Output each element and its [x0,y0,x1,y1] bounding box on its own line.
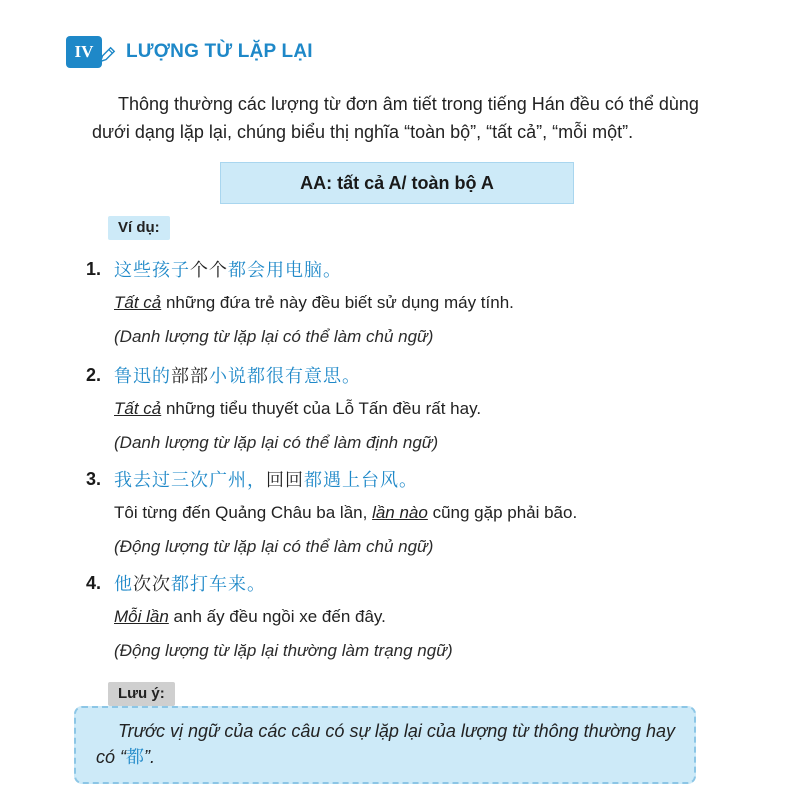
note-chinese: 都 [126,747,145,768]
chinese-reduplicated-classifier: 回回 [266,470,304,491]
chinese-segment: 他 [114,574,133,595]
example-number: 3. [86,468,102,489]
formula-text: AA: tất cả A/ toàn bộ A [300,172,494,193]
chinese-reduplicated-classifier: 个个 [190,260,228,281]
note-text [96,718,696,771]
section-number: IV [74,42,94,61]
formula-box [220,162,574,204]
intro-paragraph [92,90,732,146]
chinese-segment: 我去过三次广州， [114,470,266,491]
examples-label: Ví dụ: [108,216,170,240]
chinese-segment: 都会用电脑。 [228,260,342,281]
pencil-icon [98,46,116,64]
example-translation [86,392,706,426]
chinese-segment: 都遇上台风。 [304,470,418,491]
translation-rest: những tiểu thuyết của Lỗ Tấn đều rất hay. [161,399,482,418]
translation-rest: những đứa trẻ này đều biết sử dụng máy tính. [161,293,514,312]
translation-rest: anh ấy đều ngồi xe đến đây. [168,607,386,626]
example-chinese [114,362,361,388]
example-chinese [114,570,266,596]
translation-highlight: lần nào [372,503,428,522]
example-note: (Động lượng từ lặp lại thường làm trạng ngữ) [114,641,453,660]
section-number-badge [66,36,102,68]
note-line-2 [96,744,696,771]
translation-highlight: Tất cả [114,399,162,418]
translation-highlight: Mỗi lần [114,607,169,626]
chinese-reduplicated-classifier: 部部 [171,366,209,387]
section-header [66,36,313,68]
intro-line-2: dưới dạng lặp lại, chúng biểu thị nghĩa “toàn bộ”, “tất cả”, “mỗi một”. [92,122,634,142]
note-label: Lưu ý: [108,682,175,706]
translation-start: Tôi từng đến Quảng Châu ba lần, [114,503,373,522]
example-number: 1. [86,258,102,279]
example-chinese [114,466,418,492]
chinese-segment: 小说都很有意思。 [209,366,361,387]
translation-highlight: Tất cả [114,293,162,312]
example-translation [86,286,706,320]
example-translation [86,496,706,530]
example-note: (Danh lượng từ lặp lại có thể làm chủ ngữ) [114,327,434,346]
example-translation [86,600,706,634]
note-prefix: có “ [96,747,127,767]
example-chinese [114,256,342,282]
example-number: 2. [86,364,102,385]
example-2 [86,358,706,460]
note-line-1: Trước vị ngữ của các câu có sự lặp lại của lượng từ thông thường hay [118,721,676,741]
chinese-segment: 都打车来。 [171,574,266,595]
example-note: (Danh lượng từ lặp lại có thể làm định ngữ) [114,433,439,452]
example-1 [86,252,706,354]
chinese-reduplicated-classifier: 次次 [133,574,171,595]
example-number: 4. [86,572,102,593]
chinese-segment: 这些孩子 [114,260,190,281]
intro-line-1: Thông thường các lượng từ đơn âm tiết trong tiếng Hán đều có thể dùng [118,94,699,114]
example-3 [86,462,706,564]
section-title: LƯỢNG TỪ LẶP LẠI [126,41,313,62]
chinese-segment: 鲁迅的 [114,366,171,387]
example-4 [86,566,706,668]
note-suffix: ”. [144,747,156,767]
example-note: (Động lượng từ lặp lại có thể làm chủ ngữ) [114,537,434,556]
translation-rest: cũng gặp phải bão. [427,503,578,522]
